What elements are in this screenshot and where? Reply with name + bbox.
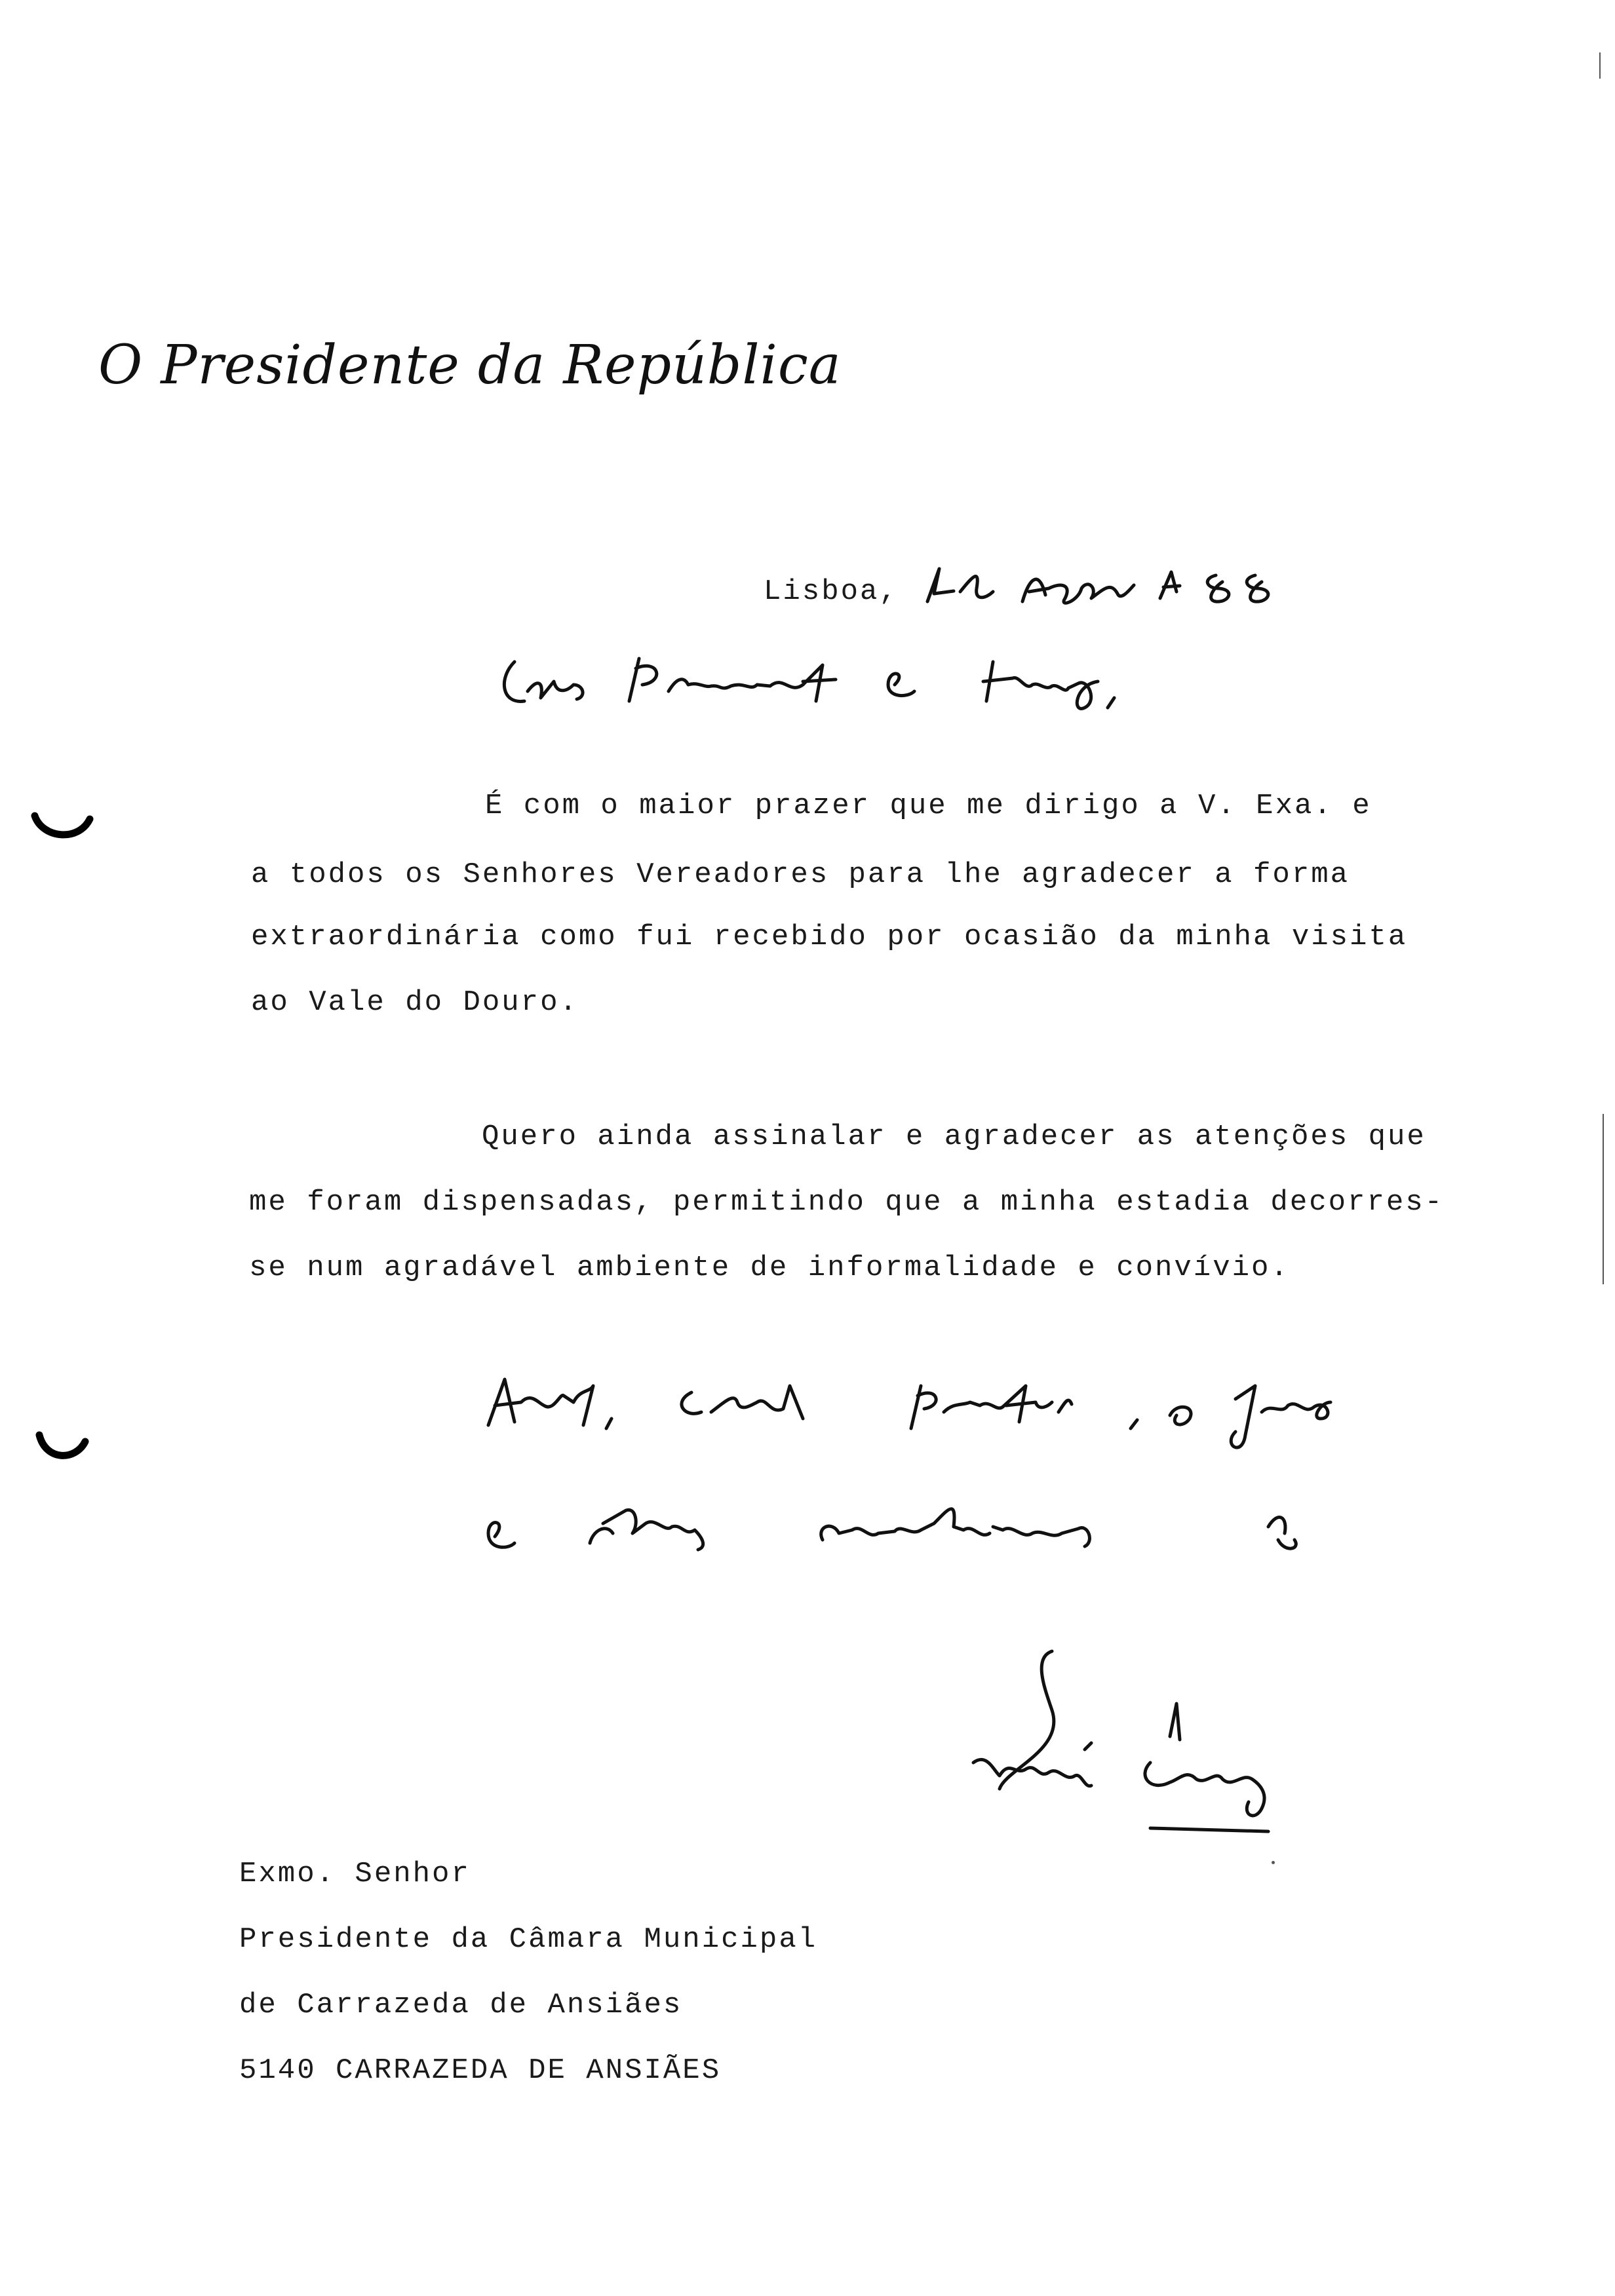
handwritten-salutation	[495, 645, 1183, 721]
punch-hole-mark	[33, 1425, 92, 1474]
scan-edge-mark	[1599, 52, 1601, 79]
body-line: extraordinária como fui recebido por ocasião da minha visita	[251, 921, 1408, 953]
addressee-line: Exmo. Senhor	[239, 1858, 471, 1890]
body-line: ao Vale do Douro.	[251, 986, 579, 1019]
addressee-line: de Carrazeda de Ansiães	[239, 1989, 683, 2021]
body-line: Quero ainda assinalar e agradecer as atenções que	[482, 1120, 1426, 1153]
addressee-line: Presidente da Câmara Municipal	[239, 1923, 818, 1956]
body-line: se num agradável ambiente de informalidade e convívio.	[249, 1252, 1290, 1284]
body-line: me foram dispensadas, permitindo que a minha estadia decorres-	[249, 1186, 1445, 1219]
scan-edge-mark	[1603, 1114, 1604, 1284]
signature	[954, 1638, 1321, 1864]
handwritten-date	[914, 562, 1281, 618]
body-line: a todos os Senhores Vereadores para lhe agradecer a forma	[251, 858, 1350, 891]
place-label: Lisboa,	[764, 575, 899, 608]
body-line: É com o maior prazer que me dirigo a V. Exa. e	[485, 790, 1372, 822]
letterhead: O Presidente da República	[98, 334, 842, 396]
addressee-line: 5140 CARRAZEDA DE ANSIÃES	[239, 2054, 722, 2087]
ink-dot	[1272, 1861, 1275, 1864]
punch-hole-mark	[29, 803, 95, 852]
handwritten-closing	[475, 1366, 1471, 1586]
